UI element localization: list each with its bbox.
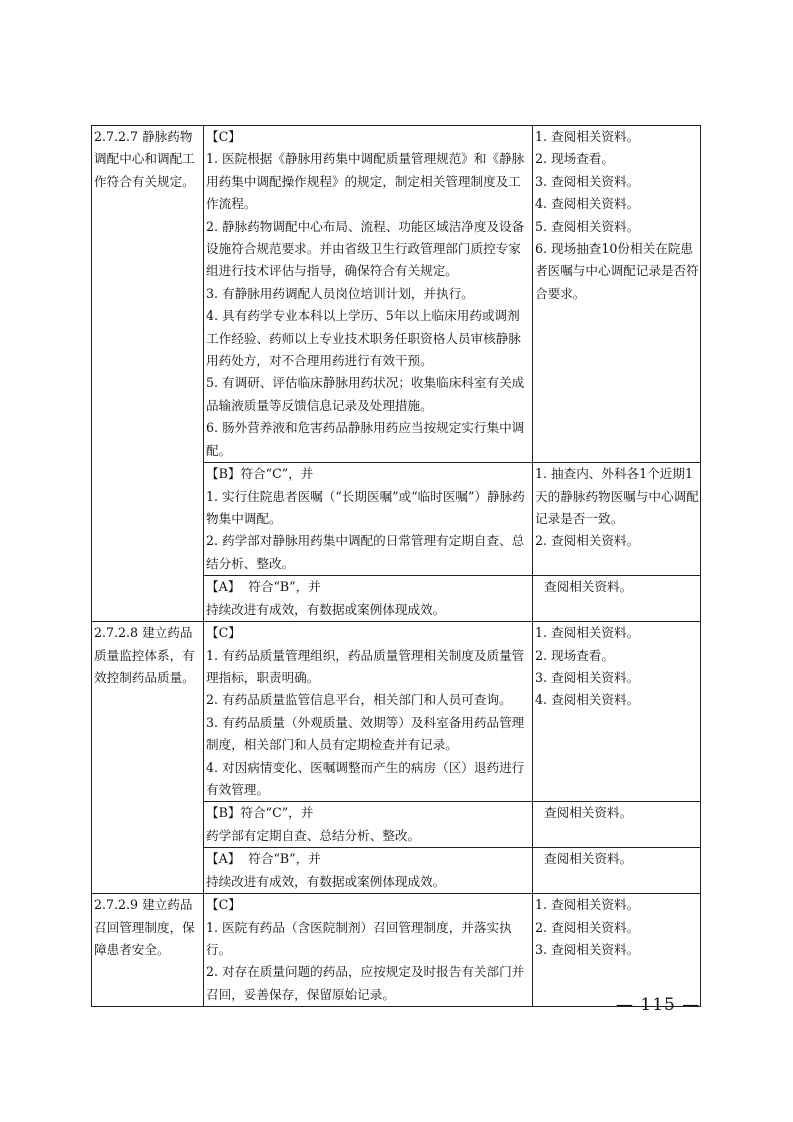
criteria-cell [204,576,533,622]
criterion-line: 2. 有药品质量监管信息平台，相关部门和人员可查询。 [206,692,512,708]
level-heading: 【C】 [206,897,241,913]
item-text: 2.7.2.8 建立药品质量监控体系，有效控制药品质量。 [94,625,195,685]
method-line: 3. 查阅相关资料。 [535,173,640,189]
criterion-line: 6. 肠外营养液和危害药品静脉用药应当按规定实行集中调配。 [206,420,525,458]
criteria-cell [204,894,533,1007]
criteria-cell [204,126,533,463]
method-line: 1. 抽查内、外科各1个近期1天的静脉药物医嘱与中心调配记录是否一致。 [535,466,699,526]
criterion-line: 1. 有药品质量管理组织，药品质量管理相关制度及质量管理指标，职责明确。 [206,647,525,685]
table-row [92,894,701,1007]
criterion-line: 4. 具有药学专业本科以上学历、5年以上临床用药或调剂工作经验、药师以上专业技术职务任职资格人员审核静脉用药处方，对不合理用药进行有效干预。 [206,308,521,369]
method-line: 5. 查阅相关资料。 [535,218,640,234]
criterion-line: 1. 实行住院患者医嘱（“长期医嘱”或“临时医嘱”）静脉药物集中调配。 [206,488,525,526]
method-line: 3. 查阅相关资料。 [535,669,640,685]
criteria-cell [204,622,533,802]
level-heading: 【A】 符合“B”，并 [206,579,321,595]
method-line: 2. 查阅相关资料。 [535,533,640,549]
method-line: 1. 查阅相关资料。 [535,129,640,144]
method-line: 6. 现场抽查10份相关在院患者医嘱与中心调配记录是否符合要求。 [535,241,699,301]
criteria-cell [204,802,533,848]
method-line: 4. 查阅相关资料。 [535,196,640,212]
level-heading: 【A】 符合“B”，并 [206,851,321,867]
method-cell [533,802,701,848]
criterion-line: 1. 医院根据《静脉用药集中调配质量管理规范》和《静脉用药集中调配操作规程》的规定，制定相关管理制度及工作流程。 [206,151,525,212]
method-line: 2. 查阅相关资料。 [535,919,640,935]
method-line: 4. 查阅相关资料。 [535,692,640,708]
method-cell [533,576,701,622]
criterion-line: 2. 药学部对静脉用药集中调配的日常管理有定期自查、总结分析、整改。 [206,533,525,571]
level-heading: 【C】 [206,129,241,144]
method-line: 1. 查阅相关资料。 [535,625,640,641]
criterion-line: 3. 有静脉用药调配人员岗位培训计划，并执行。 [206,285,474,301]
criterion-line: 持续改进有成效，有数据或案例体现成效。 [206,601,446,617]
criterion-line: 5. 有调研、评估临床静脉用药状况；收集临床科室有关成品输液质量等反馈信息记录及处理措施。 [206,375,525,413]
table-row [92,126,701,463]
method-line: 查阅相关资料。 [544,805,633,821]
method-cell [533,848,701,894]
criterion-line: 2. 对存在质量问题的药品，应按规定及时报告有关部门并召回，妥善保存，保留原始记录。 [206,964,525,1002]
level-heading: 【B】符合“C”，并 [206,466,314,482]
item-cell [92,894,204,1007]
method-line: 1. 查阅相关资料。 [535,897,640,913]
method-cell [533,126,701,463]
page-number: — 115 — [616,995,701,1015]
level-heading: 【C】 [206,625,241,641]
method-line: 查阅相关资料。 [544,851,633,867]
item-text: 2.7.2.7 静脉药物调配中心和调配工作符合有关规定。 [94,129,195,189]
criterion-line: 4. 对因病情变化、医嘱调整而产生的病房（区）退药进行有效管理。 [206,759,525,797]
method-cell [533,622,701,802]
method-cell [533,463,701,576]
level-heading: 【B】符合“C”，并 [206,805,314,821]
criteria-cell [204,848,533,894]
method-line: 2. 现场查看。 [535,647,614,663]
method-line: 2. 现场查看。 [535,151,614,167]
method-line: 3. 查阅相关资料。 [535,942,640,957]
criterion-line: 3. 有药品质量（外观质量、效期等）及科室备用药品管理制度，相关部门和人员有定期检查并有记录。 [206,714,525,753]
item-cell [92,126,204,622]
standards-table [91,125,701,1007]
method-line: 查阅相关资料。 [544,579,633,595]
item-cell [92,622,204,894]
item-text: 2.7.2.9 建立药品召回管理制度，保障患者安全。 [94,897,195,957]
criterion-line: 2. 静脉药物调配中心布局、流程、功能区域洁净度及设备设施符合规范要求。并由省级卫生行政管理部门质控专家组进行技术评估与指导，确保符合有关规定。 [206,218,525,279]
criterion-line: 持续改进有成效，有数据或案例体现成效。 [206,873,446,889]
table-row [92,622,701,802]
criteria-cell [204,463,533,576]
criterion-line: 1. 医院有药品（含医院制剂）召回管理制度，并落实执行。 [206,919,512,957]
criterion-line: 药学部有定期自查、总结分析、整改。 [206,827,421,843]
method-cell [533,894,701,1007]
